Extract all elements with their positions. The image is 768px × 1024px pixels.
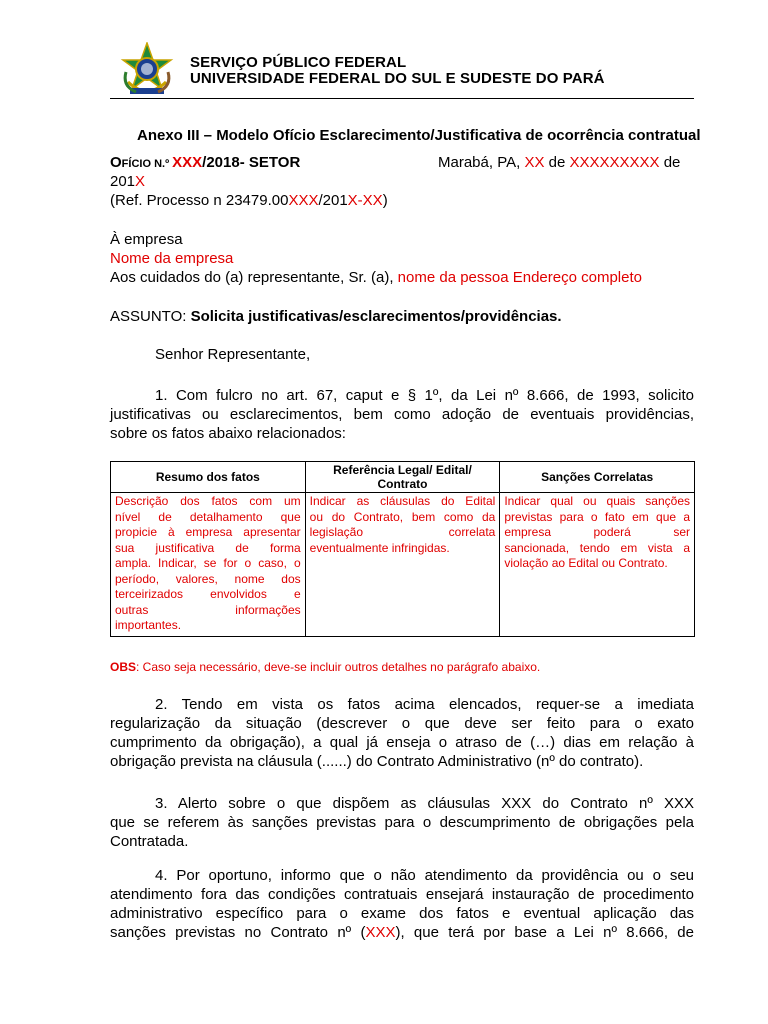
- city-date: [438, 154, 680, 171]
- salutation: Senhor Representante,: [155, 346, 311, 363]
- ref-mid: /201: [318, 192, 348, 209]
- table-cell-facts: [111, 493, 306, 637]
- p3-line-2: que se referem às sanções previstas para o descumprimento de obrigações pela: [110, 814, 694, 831]
- cell-line: empresa poderá ser: [504, 525, 690, 539]
- table-row: [111, 493, 695, 637]
- p4-line-4-prefix: sanções previstas no Contrato nº (: [110, 924, 366, 941]
- year-x: X: [135, 173, 146, 190]
- p4-line-4: [110, 923, 694, 942]
- date-de-1: de: [544, 154, 570, 171]
- cell-line: propicie à empresa apresentar: [115, 525, 301, 539]
- oficio-number: [110, 154, 300, 171]
- date-month: XXXXXXXXX: [569, 154, 660, 171]
- cell-line: ampla. Indicar, se for o caso, o: [115, 556, 301, 570]
- header-divider: [110, 98, 694, 99]
- date-de-2: de: [659, 154, 681, 171]
- subject-text: Solicita justificativas/esclarecimentos/providências.: [190, 308, 562, 325]
- year-prefix: 201: [110, 173, 136, 190]
- cell-line: período, valores, nome dos: [115, 571, 301, 586]
- date-year: [110, 173, 145, 190]
- paragraph-2: [110, 695, 694, 771]
- p4-line-1: 4. Por oportuno, informo que o não atendimento da providência ou o seu: [155, 867, 694, 884]
- city-prefix: Marabá, PA,: [438, 154, 525, 171]
- table-cell-sanctions: [500, 493, 695, 637]
- cell-line: sancionada, tendo em vista a: [504, 540, 690, 555]
- table-header-cell: Referência Legal/ Edital/ Contrato: [305, 462, 500, 493]
- ref-xxx: XXX: [288, 192, 319, 209]
- brazil-coat-of-arms-icon: [118, 42, 176, 100]
- cell-line: Descrição dos fatos com um: [115, 494, 301, 508]
- cell-line: previstas para o fato em que a: [504, 509, 690, 524]
- cell-line: importantes.: [115, 618, 182, 632]
- subject-label: ASSUNTO:: [110, 308, 191, 325]
- attention-person: nome da pessoa Endereço completo: [397, 269, 642, 286]
- p2-line-1: 2. Tendo em vista os fatos acima elencados, requer-se a imediata: [155, 696, 694, 713]
- table-header-cell: Resumo dos fatos: [111, 462, 306, 493]
- cell-line: legislação correlata: [309, 525, 496, 539]
- p3-line-3: Contratada.: [110, 833, 189, 850]
- cell-line: sua justificativa de forma: [115, 540, 301, 555]
- table-header-row: [111, 462, 695, 493]
- cell-line: Indicar qual ou quais sanções: [504, 494, 690, 508]
- ref-x: X-XX: [347, 192, 383, 209]
- p1-line-3: sobre os fatos abaixo relacionados:: [110, 425, 346, 442]
- cell-line: violação ao Edital ou Contrato.: [504, 556, 668, 570]
- cell-line: outras informações: [115, 602, 301, 617]
- oficio-xxx: XXX: [172, 154, 203, 171]
- attention-line: [110, 269, 642, 286]
- paragraph-3: [110, 794, 694, 851]
- cell-line: terceirizados envolvidos e: [115, 587, 301, 601]
- p4-line-3: administrativo específico para o exame dos fatos e eventual aplicação das: [110, 905, 694, 922]
- p2-line-2: regularização da situação (descrever o que deve ser feito para o exato: [110, 715, 694, 732]
- p1-line-1: 1. Com fulcro no art. 67, caput e § 1º, da Lei nº 8.666, de 1993, solicito: [155, 387, 694, 404]
- subject: [110, 308, 562, 325]
- p1-line-2: justificativas ou esclarecimentos, bem como adoção de eventuais providências,: [110, 406, 694, 423]
- date-day: XX: [524, 154, 545, 171]
- process-reference: [110, 192, 388, 209]
- p3-line-1: 3. Alerto sobre o que dispõem as cláusulas XXX do Contrato nº XXX: [155, 795, 694, 812]
- ref-suffix: ): [382, 192, 388, 209]
- table-cell-reference: [305, 493, 500, 637]
- p4-line-2: atendimento fora das condições contratuais ensejará instauração de procedimento: [110, 886, 694, 903]
- cell-line: eventualmente infringidas.: [309, 540, 450, 555]
- attention-prefix: Aos cuidados do (a) representante, Sr. (a),: [110, 269, 398, 286]
- cell-line: nível de detalhamento que: [115, 509, 301, 524]
- cell-line: ou do Contrato, bem como da: [309, 509, 496, 524]
- p4-line-4-red: XXX: [365, 924, 396, 941]
- cell-line: Indicar as cláusulas do Edital: [309, 494, 496, 508]
- oficio-label-no: N.º: [151, 158, 173, 170]
- observation-note: [110, 660, 540, 674]
- p2-line-3: cumprimento da obrigação), a qual já enseja o atraso de (…) dias em relação à: [110, 734, 694, 751]
- recipient-line: À empresa: [110, 231, 183, 248]
- institution-line-1: SERVIÇO PÚBLICO FEDERAL: [190, 54, 407, 71]
- p2-line-4: obrigação prevista na cláusula (......) do Contrato Administrativo (nº do contrato).: [110, 753, 644, 770]
- obs-label: OBS: [110, 660, 137, 674]
- facts-table: [110, 461, 695, 637]
- table-header-cell: Sanções Correlatas: [500, 462, 695, 493]
- annex-title: Anexo III – Modelo Ofício Esclarecimento/Justificativa de ocorrência contratual: [137, 127, 701, 144]
- p4-line-4-suffix: ), que terá por base a Lei nº 8.666, de: [395, 924, 694, 941]
- oficio-label-o: O: [110, 154, 122, 171]
- oficio-label-ficio: FÍCIO: [121, 158, 152, 170]
- paragraph-1: [110, 386, 694, 443]
- institution-line-2: UNIVERSIDADE FEDERAL DO SUL E SUDESTE DO PARÁ: [190, 70, 605, 87]
- oficio-year-setor: /2018- SETOR: [202, 154, 301, 171]
- company-name: Nome da empresa: [110, 250, 234, 267]
- obs-text: : Caso seja necessário, deve-se incluir outros detalhes no parágrafo abaixo.: [136, 660, 541, 674]
- ref-prefix: (Ref. Processo n 23479.00: [110, 192, 289, 209]
- paragraph-4: [110, 866, 694, 942]
